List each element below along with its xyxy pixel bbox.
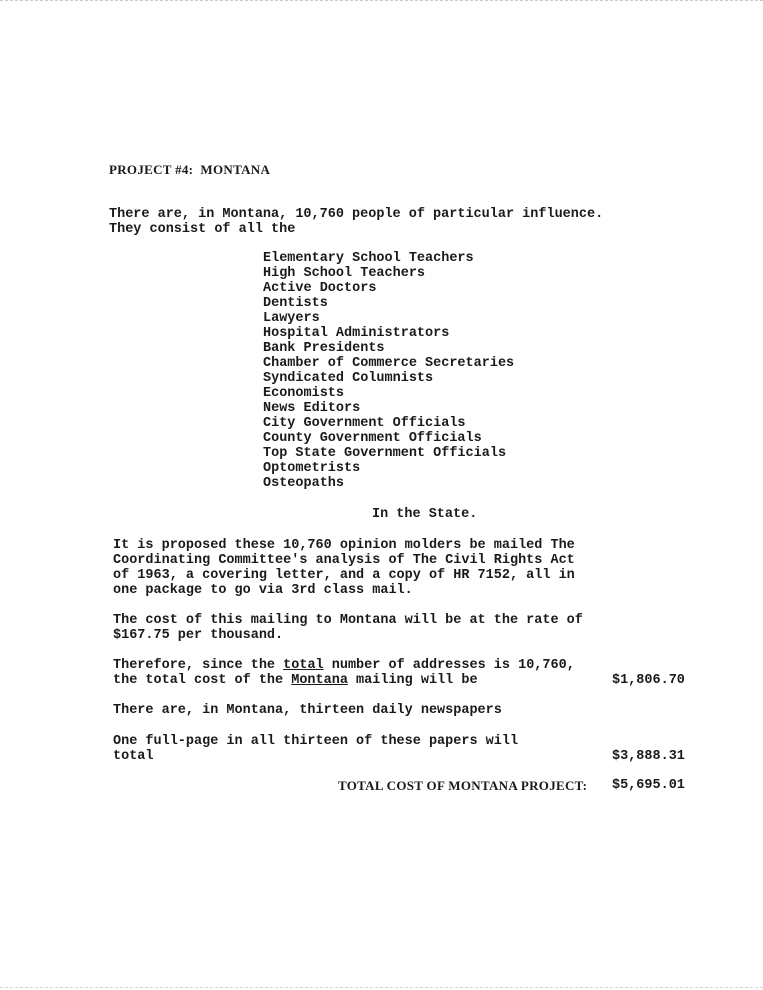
proposal-line-3: of 1963, a covering letter, and a copy of HR 7152, all in xyxy=(113,568,575,583)
list-item: Hospital Administrators xyxy=(263,326,450,341)
text-fragment: Therefore, since the xyxy=(113,658,284,673)
text-fragment: number of addresses is 10,760, xyxy=(323,658,575,673)
proposal-line-2: Coordinating Committee's analysis of The Civil Rights Act xyxy=(113,553,575,568)
bottom-edge-divider xyxy=(0,987,763,988)
newspapers-line: There are, in Montana, thirteen daily newspapers xyxy=(113,703,502,718)
list-item: City Government Officials xyxy=(263,416,466,431)
cost-rate-line-2: $167.75 per thousand. xyxy=(113,628,284,643)
in-the-state-text: In the State. xyxy=(372,507,478,522)
list-item: Optometrists xyxy=(263,461,361,476)
underlined-word: Montana xyxy=(291,673,348,688)
fullpage-line-1: One full-page in all thirteen of these papers will xyxy=(113,734,519,749)
proposal-line-4: one package to go via 3rd class mail. xyxy=(113,583,413,598)
top-edge-divider xyxy=(0,0,763,1)
newspaper-cost-amount: $3,888.31 xyxy=(612,749,685,764)
underlined-word: total xyxy=(283,658,324,673)
fullpage-line-2: total xyxy=(113,749,154,764)
text-fragment: mailing will be xyxy=(347,673,478,688)
grand-total-amount: $5,695.01 xyxy=(612,778,685,793)
list-item: Elementary School Teachers xyxy=(263,251,474,266)
mailing-total-line-1 xyxy=(113,658,575,673)
cost-rate-line-1: The cost of this mailing to Montana will be at the rate of xyxy=(113,613,583,628)
proposal-line-1: It is proposed these 10,760 opinion molders be mailed The xyxy=(113,538,575,553)
list-item: News Editors xyxy=(263,401,361,416)
influence-groups-list xyxy=(263,251,514,491)
intro-line-1: There are, in Montana, 10,760 people of particular influence. xyxy=(109,207,604,222)
project-heading: PROJECT #4: MONTANA xyxy=(109,162,271,177)
list-item: Osteopaths xyxy=(263,476,345,491)
list-item: Economists xyxy=(263,386,345,401)
list-item: Top State Government Officials xyxy=(263,446,507,461)
grand-total-label: TOTAL COST OF MONTANA PROJECT: xyxy=(338,778,588,793)
mailing-total-line-2 xyxy=(113,673,478,688)
mailing-cost-amount: $1,806.70 xyxy=(612,673,685,688)
list-item: Bank Presidents xyxy=(263,341,385,356)
list-item: County Government Officials xyxy=(263,431,482,446)
list-item: Active Doctors xyxy=(263,281,377,296)
intro-line-2: They consist of all the xyxy=(109,222,296,237)
text-fragment: the total cost of the xyxy=(113,673,292,688)
list-item: Lawyers xyxy=(263,311,320,326)
list-item: High School Teachers xyxy=(263,266,426,281)
list-item: Syndicated Columnists xyxy=(263,371,434,386)
list-item: Dentists xyxy=(263,296,328,311)
list-item: Chamber of Commerce Secretaries xyxy=(263,356,515,371)
